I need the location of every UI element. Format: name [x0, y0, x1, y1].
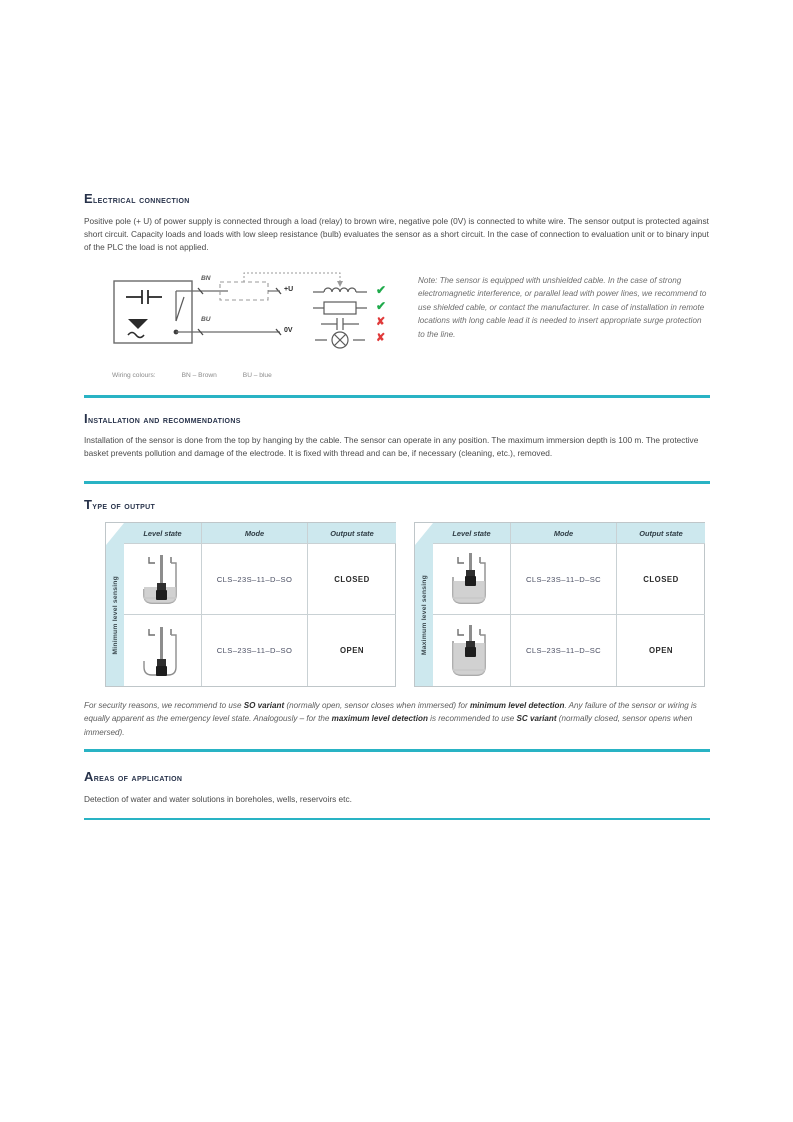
divider-above-installation [84, 395, 710, 398]
electrical-connection-note-block [418, 269, 710, 379]
mode-text: CLS–23S–11–D–SC [525, 646, 602, 656]
wire-label-bu: BU [201, 315, 211, 323]
side-label-text-maximum: Maximum level sensing [420, 575, 428, 656]
mode-cell [511, 615, 617, 686]
electrical-connection-diagram-row [84, 269, 710, 379]
output-state-cell [617, 544, 705, 615]
section-installation [84, 395, 710, 461]
col-header-mode: Mode [202, 523, 308, 544]
output-state-text: OPEN [648, 646, 674, 656]
wiring-diagram [108, 269, 408, 379]
output-state-text: CLOSED [334, 574, 370, 584]
mode-text: CLS–23S–11–D–SO [216, 574, 293, 584]
col-header-mode: Mode [511, 523, 617, 544]
table-row [433, 615, 705, 686]
section-areas-of-application [84, 756, 710, 820]
electrical-connection-note: Note: The sensor is equipped with unshielded cable. In the case of strong electromagnetic interference, or parallel lead with power lines, we recommend to use shielded cable, or contact the manufacturer. In case of installation in remote locations with long cable lead it is needed to insert appropriate surge protection to the line. [418, 275, 707, 339]
divider-below-type-of-output [84, 749, 710, 752]
table-row [124, 544, 396, 615]
capacitor-load-symbol [321, 318, 359, 330]
level-state-cell [124, 615, 202, 686]
areas-of-application-paragraph: Detection of water and water solutions in boreholes, wells, reservoirs etc. [84, 793, 352, 804]
output-state-text: OPEN [339, 646, 365, 656]
table-header-row-minimum [124, 523, 396, 544]
level-state-cell [433, 615, 511, 686]
sensor-body-outline [114, 281, 192, 343]
table-side-label-minimum [106, 523, 124, 686]
installation-paragraph: Installation of the sensor is done from the top by hanging by the cable. The sensor can operate in any position. The maximum immersion depth is 100 m. The protective basket prevents pollution and damage of the electrode. It is fixed with thread and can be, if necessary (cleaning, etc.), removed. [84, 435, 699, 459]
inductor-load-symbol [313, 288, 367, 292]
output-state-cell [617, 615, 705, 686]
section-electrical-connection [84, 192, 710, 379]
load-leader-dotted [244, 273, 340, 282]
section-heading-type-of-output: Type of output [84, 496, 156, 512]
load-verdict-resistor: ✔ [376, 298, 387, 313]
terminal-label-plus-u: +U [284, 285, 294, 293]
divider-above-type-of-output [84, 481, 710, 484]
side-label-text-wrap [415, 545, 433, 686]
lamp-load-symbol [315, 332, 365, 348]
sensor-above-liquid-icon [444, 549, 500, 609]
wiring-legend-bn: BN – Brown [181, 371, 217, 379]
level-state-cell [124, 544, 202, 615]
sensor-immersed-high-level-icon [444, 621, 500, 681]
col-header-level-state: Level state [433, 523, 511, 544]
table-body-minimum [124, 523, 396, 686]
mode-cell [511, 544, 617, 615]
terminal-ticks [198, 288, 281, 335]
load-verdict-inductor: ✔ [376, 282, 387, 297]
table-header-row-maximum [433, 523, 705, 544]
terminal-label-0v: 0V [284, 326, 293, 334]
side-label-text-minimum: Minimum level sensing [111, 576, 119, 655]
level-state-cell [433, 544, 511, 615]
output-tables-row [105, 522, 710, 687]
table-body-maximum [433, 523, 705, 686]
section-heading-installation: Installation and recommendations [84, 410, 241, 426]
section-type-of-output [84, 481, 710, 752]
load-verdict-lamp: ✘ [376, 331, 386, 344]
table-side-label-maximum [415, 523, 433, 686]
output-table-minimum-level [105, 522, 396, 687]
load-symbol-list [313, 288, 367, 348]
load-verdict-capacitor: ✘ [376, 315, 386, 328]
side-label-text-wrap [106, 545, 124, 686]
output-state-cell [308, 544, 396, 615]
load-leader-arrow [337, 281, 343, 287]
electrical-connection-paragraph: Positive pole (+ U) of power supply is connected through a load (relay) to brown wire, negative pole (0V) is connected to white wire. The sensor output is protected against short circuit. Capacity loads and loads with low sleep resistance (bulb) evaluates the sensor as a short circuit. In the case of connection to evaluation unit or to binary input of the PLC the load is not applied. [84, 215, 709, 253]
table-row [433, 544, 705, 615]
col-header-output-state: Output state [308, 523, 396, 544]
sensor-dry-empty-tank-icon [135, 621, 191, 681]
output-state-text: CLOSED [643, 574, 679, 584]
output-table-maximum-level [414, 522, 705, 687]
wiring-diagram-svg [108, 269, 408, 364]
output-state-cell [308, 615, 396, 686]
corner-cut [106, 523, 124, 545]
mode-cell [202, 544, 308, 615]
mode-cell [202, 615, 308, 686]
table-row [124, 615, 396, 686]
wire-label-bn: BN [201, 274, 211, 282]
wiring-colours-legend [108, 372, 408, 379]
resistor-load-symbol [313, 302, 367, 314]
wiring-legend-title: Wiring colours: [112, 371, 156, 379]
col-header-output-state: Output state [617, 523, 705, 544]
security-recommendation-note: For security reasons, we recommend to use SO variant (normally open, sensor closes when immersed) for minimum level detection. Any failure of the sensor or wiring is equally apparent as the emergency level state. Analogously – for the maximum level detection is recommended to use SC variant (normally closed, sensor opens when immersed). [84, 701, 697, 737]
divider-below-areas [84, 818, 710, 821]
section-heading-areas-of-application: Areas of application [84, 769, 183, 784]
section-heading-electrical-connection: Electrical connection [84, 191, 190, 206]
sensor-immersed-low-level-icon [135, 549, 191, 609]
wiring-legend-bu: BU – blue [242, 371, 272, 379]
corner-cut [415, 523, 433, 545]
mode-text: CLS–23S–11–D–SO [216, 646, 293, 656]
col-header-level-state: Level state [124, 523, 202, 544]
mode-text: CLS–23S–11–D–SC [525, 574, 602, 584]
